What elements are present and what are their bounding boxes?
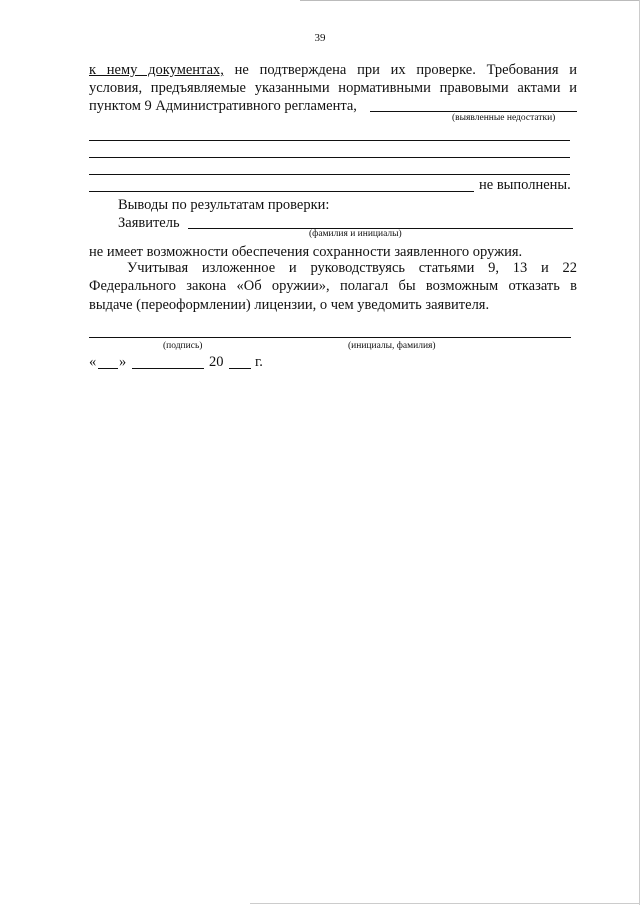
caption-signature: (подпись) — [163, 341, 203, 351]
paragraph-1-line-2: условия, предъявляемые указанными нормативными правовыми актами и — [89, 80, 577, 96]
paragraph-2-line-2: Федерального закона «Об оружии», полагал бы возможным отказать в — [89, 278, 577, 294]
underlined-phrase: к нему документах, — [89, 62, 224, 78]
caption-name-initials: (фамилия и инициалы) — [309, 229, 402, 239]
paragraph-2-line-1: Учитывая изложенное и руководствуясь статьями 9, 13 и 22 — [127, 260, 577, 276]
applicant-status-line: не имеет возможности обеспечения сохранности заявленного оружия. — [89, 244, 523, 260]
date-year-suffix: г. — [255, 354, 263, 370]
blank-line — [89, 174, 570, 175]
signature-line — [89, 337, 571, 338]
paragraph-1-line-1 — [89, 61, 577, 79]
page-edge — [300, 0, 640, 1]
day-blank — [98, 368, 118, 369]
conclusions-heading: Выводы по результатам проверки: — [118, 197, 330, 213]
page-number: 39 — [314, 32, 326, 44]
date-open-quote: « — [89, 354, 97, 370]
page-edge — [250, 903, 640, 904]
year-blank — [229, 368, 251, 369]
blank-line — [89, 191, 474, 192]
blank-line — [89, 157, 570, 158]
paragraph-2-line-3: выдаче (переоформлении) лицензии, о чем уведомить заявителя. — [89, 297, 490, 313]
caption-initials-surname: (инициалы, фамилия) — [348, 341, 436, 351]
paragraph-1-line-3: пунктом 9 Административного регламента, — [89, 98, 357, 114]
caption-deficiencies: (выявленные недостатки) — [452, 113, 556, 123]
applicant-label: Заявитель — [118, 215, 180, 231]
blank-line — [370, 111, 577, 112]
not-fulfilled-text: не выполнены. — [479, 177, 571, 193]
date-close-quote: » — [119, 354, 127, 370]
date-year-prefix: 20 — [209, 354, 224, 370]
blank-line — [89, 140, 570, 141]
text-span: не подтверждена при их проверке. Требования и — [223, 62, 577, 78]
month-blank — [132, 368, 204, 369]
